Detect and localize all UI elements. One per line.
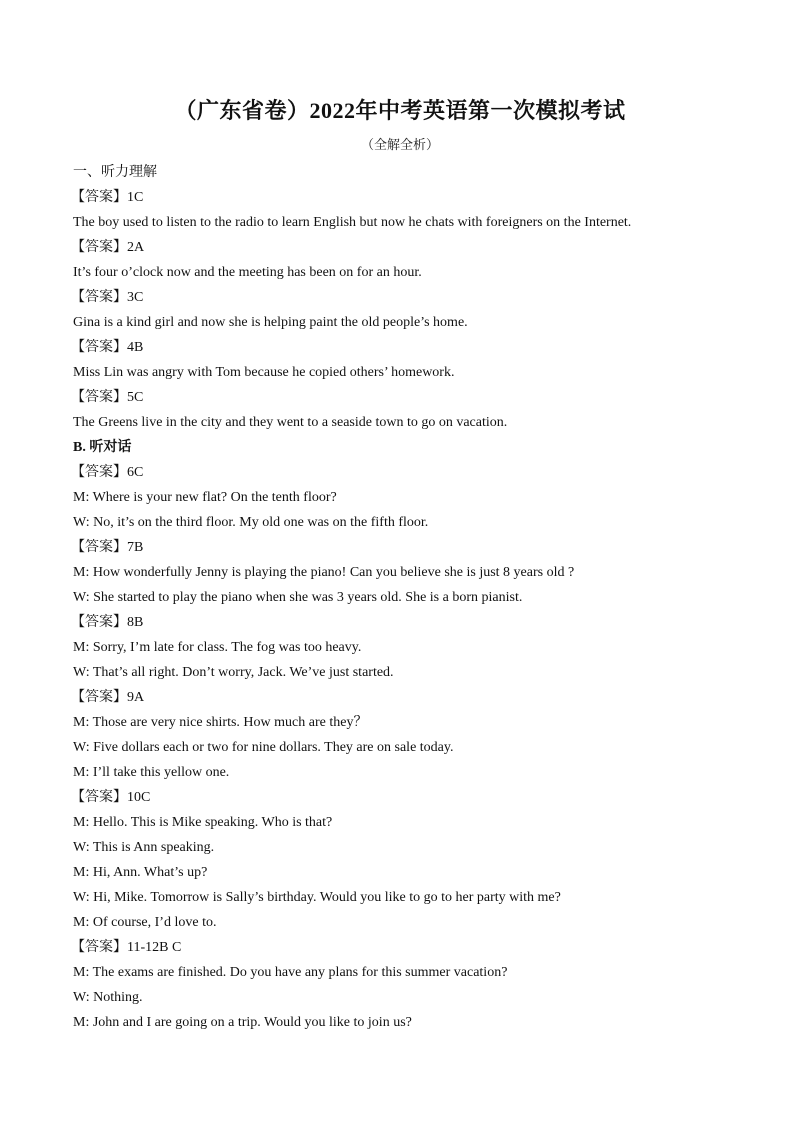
answer-line: 【答案】7B — [71, 540, 144, 555]
text-line: Gina is a kind girl and now she is helping paint the old people’s home. — [73, 315, 468, 330]
answer-line: 【答案】10C — [71, 790, 151, 805]
page-title: （广东省卷）2022年中考英语第一次模拟考试 — [174, 98, 626, 123]
answer-line: 【答案】3C — [71, 290, 144, 305]
section-heading: B. 听对话 — [73, 440, 132, 455]
text-line: M: John and I are going on a trip. Would you like to join us? — [73, 1015, 412, 1030]
text-line: The Greens live in the city and they went to a seaside town to go on vacation. — [73, 415, 508, 430]
answer-line: 【答案】11-12B C — [71, 940, 182, 955]
text-line: The boy used to listen to the radio to learn English but now he chats with foreigners on the Internet. — [73, 215, 632, 230]
text-line: M: Where is your new flat? On the tenth floor? — [73, 490, 337, 505]
text-line: W: Five dollars each or two for nine dollars. They are on sale today. — [73, 740, 454, 755]
text-line: W: She started to play the piano when she was 3 years old. She is a born pianist. — [73, 590, 523, 605]
text-line: M: Sorry, I’m late for class. The fog was too heavy. — [73, 640, 362, 655]
answer-line: 【答案】1C — [71, 190, 144, 205]
text-line: M: The exams are finished. Do you have any plans for this summer vacation? — [73, 965, 508, 980]
answer-line: 【答案】5C — [71, 390, 144, 405]
section-heading: 一、听力理解 — [73, 165, 157, 180]
text-line: W: Hi, Mike. Tomorrow is Sally’s birthday. Would you like to go to her party with me? — [73, 890, 561, 905]
text-line: M: Hello. This is Mike speaking. Who is that? — [73, 815, 333, 830]
text-line: W: That’s all right. Don’t worry, Jack. We’ve just started. — [73, 665, 394, 680]
text-line: M: I’ll take this yellow one. — [73, 765, 230, 780]
page-subtitle: （全解全析） — [360, 137, 439, 152]
answer-line: 【答案】6C — [71, 465, 144, 480]
text-line: W: This is Ann speaking. — [73, 840, 215, 855]
text-line: M: Hi, Ann. What’s up? — [73, 865, 208, 880]
text-line: W: No, it’s on the third floor. My old one was on the fifth floor. — [73, 515, 429, 530]
text-line: It’s four o’clock now and the meeting has been on for an hour. — [73, 265, 422, 280]
text-line: M: How wonderfully Jenny is playing the piano! Can you believe she is just 8 years old ? — [73, 565, 575, 580]
text-line: M: Of course, I’d love to. — [73, 915, 217, 930]
text-line: Miss Lin was angry with Tom because he copied others’ homework. — [73, 365, 455, 380]
answer-line: 【答案】9A — [71, 690, 145, 705]
answer-line: 【答案】2A — [71, 240, 145, 255]
answer-line: 【答案】4B — [71, 340, 144, 355]
text-line: M: Those are very nice shirts. How much are they？ — [73, 715, 368, 730]
answer-line: 【答案】8B — [71, 615, 144, 630]
text-line: W: Nothing. — [73, 990, 143, 1005]
document-body — [73, 160, 753, 1035]
